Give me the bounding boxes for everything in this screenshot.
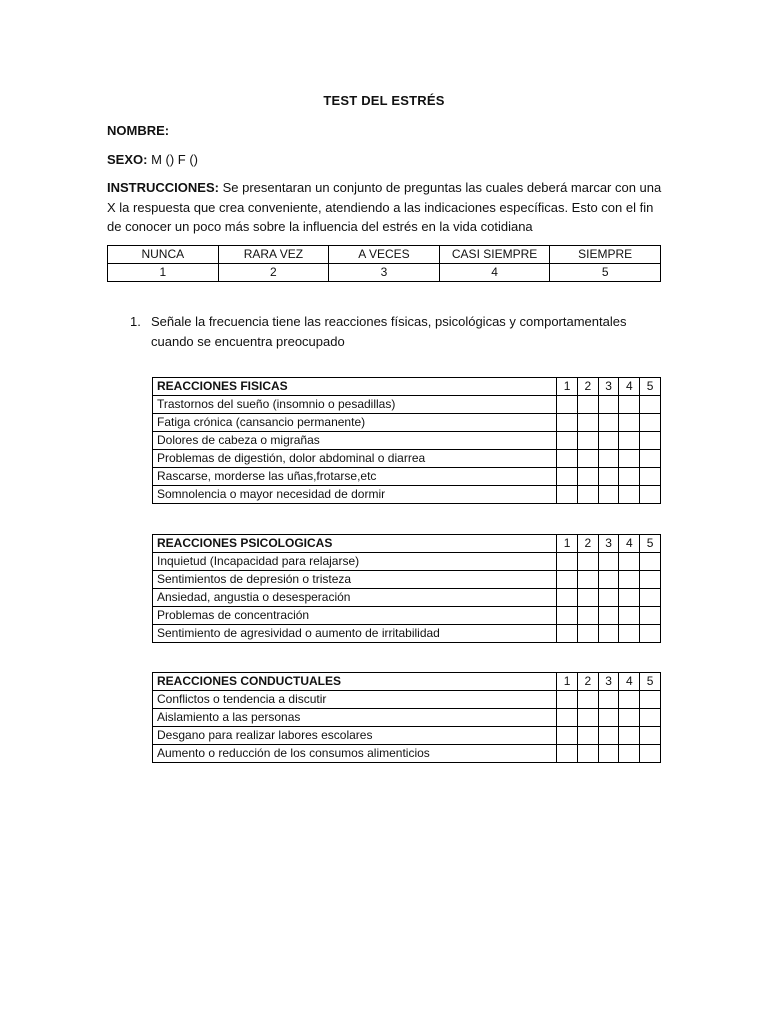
frequency-scale-table — [107, 245, 661, 282]
table-row — [153, 468, 661, 486]
answer-cell[interactable] — [557, 432, 578, 450]
answer-cell[interactable] — [640, 450, 661, 468]
answer-cell[interactable] — [598, 432, 619, 450]
scale-value: 4 — [439, 264, 550, 282]
answer-cell[interactable] — [557, 691, 578, 709]
answer-cell[interactable] — [598, 727, 619, 745]
answer-cell[interactable] — [598, 486, 619, 504]
answer-cell[interactable] — [619, 414, 640, 432]
column-header: 3 — [598, 673, 619, 691]
answer-cell[interactable] — [640, 414, 661, 432]
answer-cell[interactable] — [640, 607, 661, 625]
table-row — [153, 691, 661, 709]
answer-cell[interactable] — [598, 468, 619, 486]
table-row — [153, 432, 661, 450]
reaction-item-label: Inquietud (Incapacidad para relajarse) — [153, 553, 557, 571]
answer-cell[interactable] — [598, 396, 619, 414]
reaction-item-label: Sentimientos de depresión o tristeza — [153, 571, 557, 589]
answer-cell[interactable] — [598, 571, 619, 589]
answer-cell[interactable] — [598, 450, 619, 468]
column-header: 4 — [619, 673, 640, 691]
scale-labels-row — [108, 246, 661, 264]
table-header-row — [153, 378, 661, 396]
scale-values-row — [108, 264, 661, 282]
answer-cell[interactable] — [557, 727, 578, 745]
reaction-item-label: Aislamiento a las personas — [153, 709, 557, 727]
scale-label: CASI SIEMPRE — [439, 246, 550, 264]
table-row — [153, 450, 661, 468]
answer-cell[interactable] — [640, 691, 661, 709]
scale-label: NUNCA — [108, 246, 219, 264]
answer-cell[interactable] — [577, 571, 598, 589]
table-row — [153, 709, 661, 727]
instructions-paragraph — [107, 178, 667, 237]
answer-cell[interactable] — [640, 396, 661, 414]
answer-cell[interactable] — [577, 745, 598, 763]
reaction-item-label: Trastornos del sueño (insomnio o pesadillas) — [153, 396, 557, 414]
answer-cell[interactable] — [598, 745, 619, 763]
answer-cell[interactable] — [598, 607, 619, 625]
reaction-item-label: Sentimiento de agresividad o aumento de irritabilidad — [153, 625, 557, 643]
answer-cell[interactable] — [619, 432, 640, 450]
answer-cell[interactable] — [598, 414, 619, 432]
question-1 — [130, 312, 670, 351]
answer-cell[interactable] — [619, 709, 640, 727]
table-reacciones-fisicas — [152, 377, 661, 504]
answer-cell[interactable] — [557, 709, 578, 727]
answer-cell[interactable] — [619, 468, 640, 486]
reaction-item-label: Dolores de cabeza o migrañas — [153, 432, 557, 450]
scale-value: 3 — [329, 264, 440, 282]
sexo-options: M () F () — [151, 152, 199, 167]
table-reacciones-psicologicas — [152, 534, 661, 643]
answer-cell[interactable] — [640, 709, 661, 727]
scale-value: 5 — [550, 264, 661, 282]
table-row — [153, 745, 661, 763]
answer-cell[interactable] — [577, 432, 598, 450]
column-header: 2 — [577, 535, 598, 553]
table-reacciones-conductuales — [152, 672, 661, 763]
answer-cell[interactable] — [598, 709, 619, 727]
answer-cell[interactable] — [640, 625, 661, 643]
table-row — [153, 486, 661, 504]
answer-cell[interactable] — [577, 450, 598, 468]
answer-cell[interactable] — [619, 486, 640, 504]
answer-cell[interactable] — [598, 691, 619, 709]
answer-cell[interactable] — [640, 589, 661, 607]
answer-cell[interactable] — [619, 745, 640, 763]
scale-label: A VECES — [329, 246, 440, 264]
reaction-item-label: Fatiga crónica (cansancio permanente) — [153, 414, 557, 432]
document-title: TEST DEL ESTRÉS — [323, 93, 445, 108]
answer-cell[interactable] — [577, 396, 598, 414]
nombre-line — [107, 121, 169, 140]
reaction-item-label: Somnolencia o mayor necesidad de dormir — [153, 486, 557, 504]
answer-cell[interactable] — [619, 553, 640, 571]
table-row — [153, 589, 661, 607]
answer-cell[interactable] — [619, 571, 640, 589]
answer-cell[interactable] — [598, 589, 619, 607]
question-text: Señale la frecuencia tiene las reacciones físicas, psicológicas y comportamentales cuando se encuentra preocupado — [151, 314, 627, 349]
reaction-item-label: Problemas de concentración — [153, 607, 557, 625]
reaction-item-label: Aumento o reducción de los consumos alimenticios — [153, 745, 557, 763]
scale-value: 2 — [218, 264, 329, 282]
table-header-row — [153, 535, 661, 553]
reaction-item-label: Conflictos o tendencia a discutir — [153, 691, 557, 709]
answer-cell[interactable] — [640, 486, 661, 504]
column-header: 1 — [557, 378, 578, 396]
table-row — [153, 727, 661, 745]
table-row — [153, 625, 661, 643]
answer-cell[interactable] — [577, 553, 598, 571]
table-row — [153, 553, 661, 571]
answer-cell[interactable] — [640, 432, 661, 450]
answer-cell[interactable] — [640, 468, 661, 486]
answer-cell[interactable] — [577, 727, 598, 745]
answer-cell[interactable] — [598, 625, 619, 643]
answer-cell[interactable] — [640, 571, 661, 589]
sexo-label: SEXO: — [107, 152, 148, 167]
answer-cell[interactable] — [619, 589, 640, 607]
answer-cell[interactable] — [557, 553, 578, 571]
column-header: 3 — [598, 535, 619, 553]
column-header: 1 — [557, 673, 578, 691]
answer-cell[interactable] — [619, 691, 640, 709]
section-header: REACCIONES PSICOLOGICAS — [153, 535, 557, 553]
sexo-line — [107, 150, 198, 169]
scale-label: SIEMPRE — [550, 246, 661, 264]
answer-cell[interactable] — [577, 589, 598, 607]
answer-cell[interactable] — [557, 571, 578, 589]
column-header: 2 — [577, 673, 598, 691]
section-header: REACCIONES FISICAS — [153, 378, 557, 396]
answer-cell[interactable] — [619, 450, 640, 468]
answer-cell[interactable] — [640, 727, 661, 745]
answer-cell[interactable] — [557, 589, 578, 607]
answer-cell[interactable] — [577, 709, 598, 727]
column-header: 5 — [640, 535, 661, 553]
column-header: 5 — [640, 378, 661, 396]
column-header: 4 — [619, 535, 640, 553]
scale-label: RARA VEZ — [218, 246, 329, 264]
answer-cell[interactable] — [557, 745, 578, 763]
reaction-item-label: Desgano para realizar labores escolares — [153, 727, 557, 745]
table-row — [153, 607, 661, 625]
column-header: 2 — [577, 378, 598, 396]
answer-cell[interactable] — [577, 691, 598, 709]
answer-cell[interactable] — [577, 486, 598, 504]
answer-cell[interactable] — [557, 486, 578, 504]
answer-cell[interactable] — [640, 553, 661, 571]
instructions-text: Se presentaran un conjunto de preguntas las cuales deberá marcar con una X la respuesta que crea conveniente, atendiendo a las indicaciones específicas. Esto con el fin de conocer un poco más sobre la influencia del estrés en la vida cotidiana — [107, 180, 662, 234]
answer-cell[interactable] — [557, 414, 578, 432]
instructions-label: INSTRUCCIONES: — [107, 180, 219, 195]
answer-cell[interactable] — [557, 468, 578, 486]
question-number: 1. — [130, 314, 141, 329]
answer-cell[interactable] — [598, 553, 619, 571]
column-header: 5 — [640, 673, 661, 691]
reaction-item-label: Rascarse, morderse las uñas,frotarse,etc — [153, 468, 557, 486]
answer-cell[interactable] — [577, 625, 598, 643]
column-header: 4 — [619, 378, 640, 396]
answer-cell[interactable] — [557, 625, 578, 643]
answer-cell[interactable] — [619, 607, 640, 625]
answer-cell[interactable] — [557, 607, 578, 625]
reaction-item-label: Ansiedad, angustia o desesperación — [153, 589, 557, 607]
section-header: REACCIONES CONDUCTUALES — [153, 673, 557, 691]
table-row — [153, 571, 661, 589]
answer-cell[interactable] — [557, 450, 578, 468]
scale-value: 1 — [108, 264, 219, 282]
table-row — [153, 396, 661, 414]
reaction-item-label: Problemas de digestión, dolor abdominal o diarrea — [153, 450, 557, 468]
column-header: 3 — [598, 378, 619, 396]
answer-cell[interactable] — [619, 625, 640, 643]
answer-cell[interactable] — [640, 745, 661, 763]
answer-cell[interactable] — [577, 607, 598, 625]
nombre-label: NOMBRE: — [107, 123, 170, 138]
column-header: 1 — [557, 535, 578, 553]
table-row — [153, 414, 661, 432]
answer-cell[interactable] — [619, 727, 640, 745]
answer-cell[interactable] — [619, 396, 640, 414]
table-header-row — [153, 673, 661, 691]
answer-cell[interactable] — [577, 414, 598, 432]
answer-cell[interactable] — [577, 468, 598, 486]
answer-cell[interactable] — [557, 396, 578, 414]
